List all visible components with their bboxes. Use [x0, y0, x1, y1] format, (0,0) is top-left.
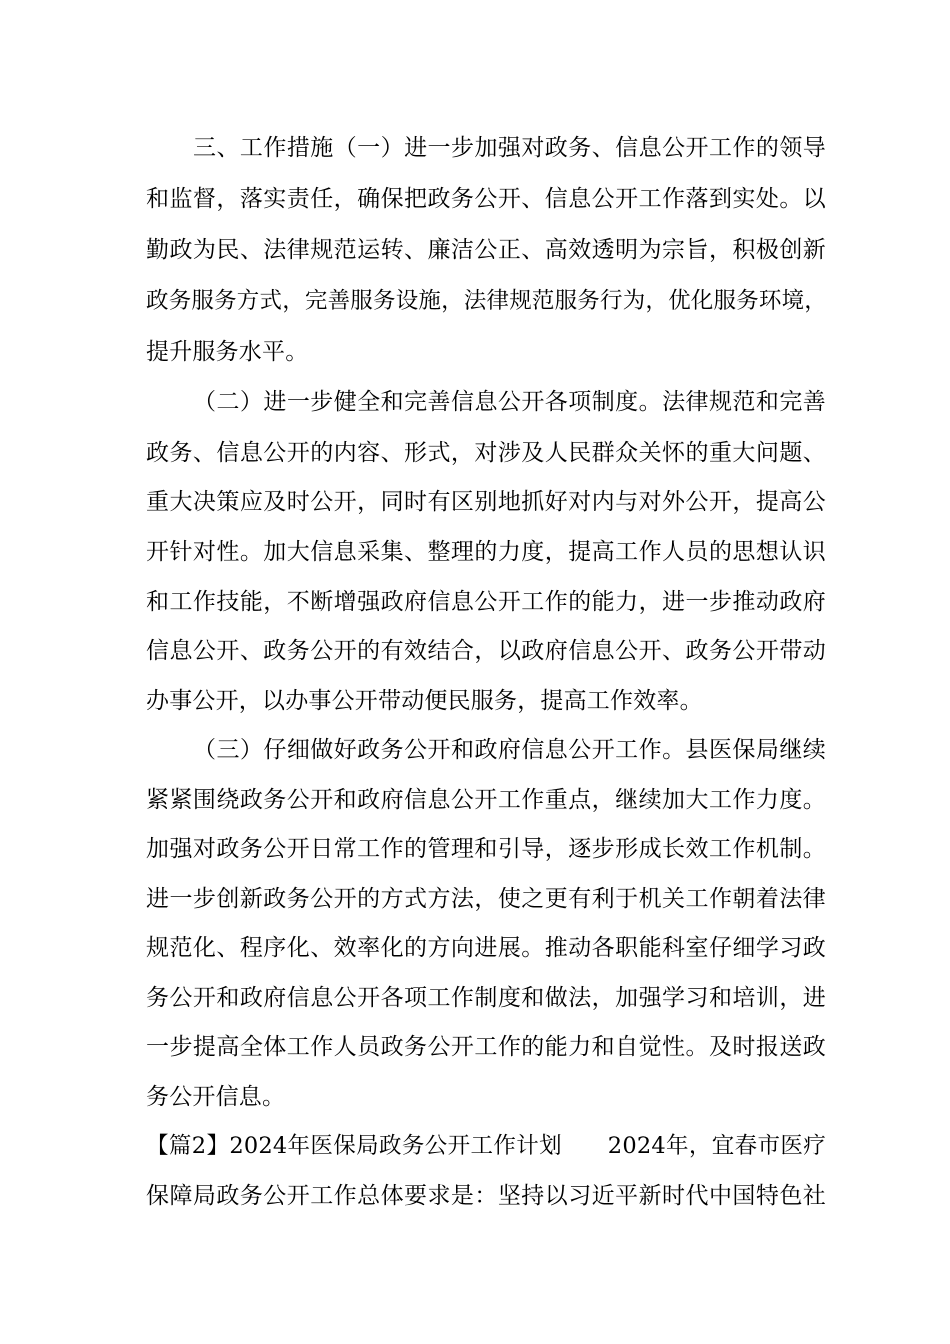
text-line: 提升服务水平。 — [146, 339, 309, 365]
text-line: 一步提高全体工作人员政务公开工作的能力和自觉性。及时报送政 — [146, 1034, 826, 1060]
text-line: 规范化、程序化、效率化的方向进展。推动各职能科室仔细学习政 — [146, 935, 826, 961]
text-line: 办事公开，以办事公开带动便民服务，提高工作效率。 — [146, 688, 703, 714]
text-line: 勤政为民、法律规范运转、廉洁公正、高效透明为宗旨，积极创新 — [146, 237, 826, 263]
text-line: 进一步创新政务公开的方式方法，使之更有利于机关工作朝着法律 — [146, 886, 826, 912]
text-line: 和工作技能，不断增强政府信息公开工作的能力，进一步推动政府 — [146, 589, 826, 615]
text-line: 政务服务方式，完善服务设施，法律规范服务行为，优化服务环境， — [146, 288, 828, 314]
text-line: 开针对性。加大信息采集、整理的力度，提高工作人员的思想认识 — [146, 539, 826, 565]
text-line: 三、工作措施（一）进一步加强对政务、信息公开工作的领导 — [193, 135, 826, 161]
text-line: 信息公开、政务公开的有效结合，以政府信息公开、政务公开带动 — [146, 638, 826, 664]
text-line: 务公开信息。 — [146, 1084, 286, 1110]
text-line: 【篇2】2024年医保局政务公开工作计划 2024年，宜春市医疗 — [146, 1133, 826, 1159]
text-line: 务公开和政府信息公开各项工作制度和做法，加强学习和培训，进 — [146, 985, 826, 1011]
text-line: 重大决策应及时公开，同时有区别地抓好对内与对外公开，提高公 — [146, 489, 826, 515]
text-line: 和监督，落实责任，确保把政务公开、信息公开工作落到实处。以 — [146, 186, 826, 212]
text-line: 加强对政务公开日常工作的管理和引导，逐步形成长效工作机制。 — [146, 836, 826, 862]
text-line: （二）进一步健全和完善信息公开各项制度。法律规范和完善 — [193, 389, 826, 415]
text-line: 保障局政务公开工作总体要求是：坚持以习近平新时代中国特色社 — [146, 1183, 826, 1209]
text-line: 政务、信息公开的内容、形式，对涉及人民群众关怀的重大问题、 — [146, 440, 826, 466]
text-line: （三）仔细做好政务公开和政府信息公开工作。县医保局继续 — [193, 737, 826, 763]
text-line: 紧紧围绕政务公开和政府信息公开工作重点，继续加大工作力度。 — [146, 787, 826, 813]
